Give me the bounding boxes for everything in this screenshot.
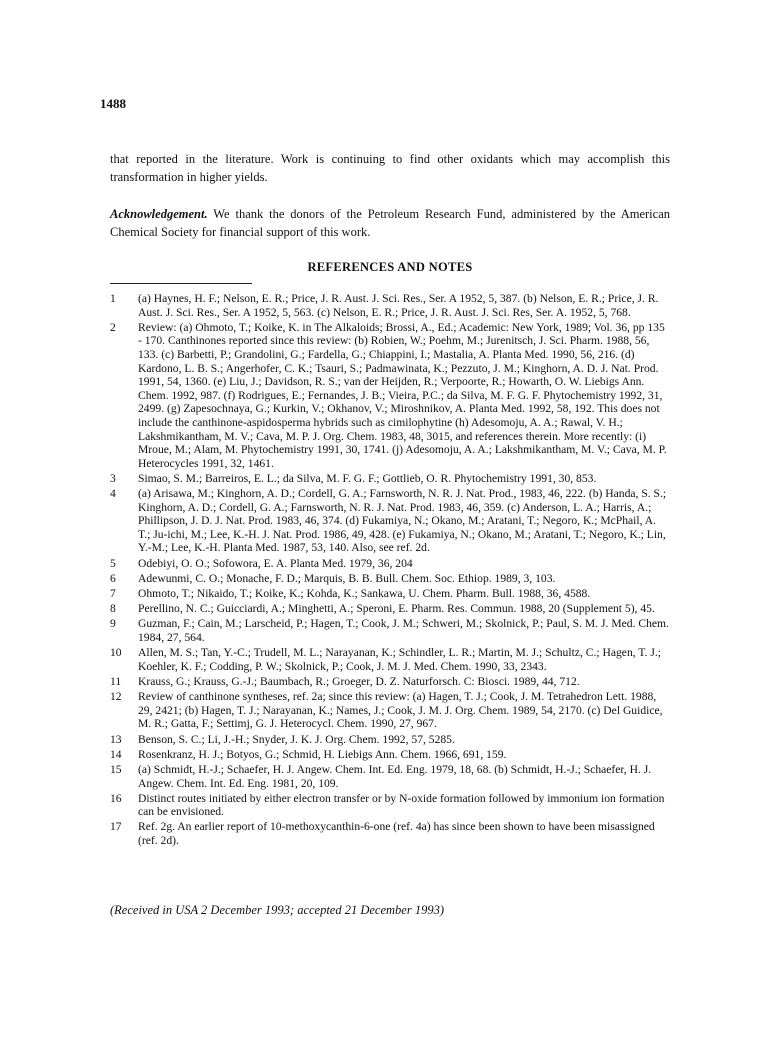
reference-number: 8: [110, 602, 116, 616]
reference-text: Ohmoto, T.; Nikaido, T.; Koike, K.; Kohda, K.; Sankawa, U. Chem. Pharm. Bull. 1988, 36, 4588.: [138, 587, 591, 601]
reference-text: Review: (a) Ohmoto, T.; Koike, K. in The Alkaloids; Brossi, A., Ed.; Academic: New York, 1989; Vol. 36, pp 135 - 170. Canthinones reported since this review: (b) Robien, W.; Poehm, M.; Jurenitsch, J. Sci. Pharm. 1988, 56, 133. (c) Barbetti, P.; Grandolini, G.; Fardella, G.; Chiappini, I.; Mastalia, A. Planta Med. 1990, 56, 216. (d) Kardono, L. B. S.; Angerhofer, C. K.; Tsauri, S.; Padmawinata, K.; Pezzuto, J. M.; Kinghorn, A. D. J. Nat. Prod. 1991, 54, 1360. (e) Liu, J.; Davidson, R. S.; van der Heijden, R.; Verpoorte, R.; Howarth, O. W. Liebigs Ann. Chem. 1992, 987. (f) Rodrigues, E.; Fernandes, J. B.; Vieira, P.C.; da Silva, M. F. G. F. Phytochemistry 1992, 31, 2499. (g) Zapesochnaya, G.; Kurkin, V.; Okhanov, V.; Miroshnikov, A. Planta Med. 1992, 58, 192. This does not include the canthinone-aspidosperma hybrids such as cimilophytine (h) Adesomoju, A. A.; Rawal, V. H.; Lakshmikantham, M. V.; Cava, M. P. J. Org. Chem. 1983, 48, 3015, and references therein. More recently: (i) Mroue, M.; Alam, M. Phytochemistry 1991, 30, 1741. (j) Adesomoju, A. A.; Lakshmikantham, M. V.; Cava, M. P. Heterocycles 1991, 32, 1461.: [138, 320, 667, 470]
received-date: (Received in USA 2 December 1993; accepted 21 December 1993): [110, 903, 445, 917]
reference-number: 1: [110, 292, 116, 305]
reference-text: Perellino, N. C.; Guicciardi, A.; Minghetti, A.; Speroni, E. Pharm. Res. Commun. 1988, 20 (Supplement 5), 45.: [138, 602, 655, 616]
reference-text: Review of canthinone syntheses, ref. 2a; since this review: (a) Hagen, T. J.; Cook, J. M. Tetrahedron Lett. 1988, 29, 2421; (b) Hagen, T. J.; Narayanan, K.; Names, J.; Cook, J. M. J. Org. Chem. 1989, 54, 2170. (c) Del Guidice, M. R.; Gatta, F.; Settimj, G. J. Heterocycl. Chem. 1990, 27, 967.: [138, 690, 663, 731]
acknowledgement-text: We thank the donors of the Petroleum Research Fund, administered by the American Chemical Society for financial support of this work.: [110, 207, 670, 239]
reference-text: Odebiyi, O. O.; Sofowora, E. A. Planta Med. 1979, 36, 204: [138, 556, 413, 570]
reference-text: Distinct routes initiated by either electron transfer or by N-oxide formation followed by immonium ion formation can be envisioned.: [138, 791, 665, 819]
reference-text: Ref. 2g. An earlier report of 10-methoxycanthin-6-one (ref. 4a) has since been shown to have been misassigned (ref. 2d).: [138, 820, 655, 848]
reference-number: 12: [110, 690, 122, 704]
section-divider: [110, 283, 252, 284]
reference-number: 10: [110, 646, 122, 660]
reference-text: Allen, M. S.; Tan, Y.-C.; Trudell, M. L.; Narayanan, K.; Schindler, L. R.; Martin, M. J.; Schultz, C.; Hagen, T. J.; Koehler, K. F.; Codding, P. W.; Skolnick, P.; Cook, J. M. J. Med. Chem. 1990, 33, 2343.: [138, 646, 661, 673]
reference-item: [110, 733, 670, 747]
reference-item: [110, 487, 670, 555]
reference-item: [110, 557, 670, 571]
body-paragraph: that reported in the literature. Work is continuing to find other oxidants which may accomplish this transformation in higher yields.: [110, 152, 670, 184]
reference-item: [110, 646, 670, 673]
reference-number: 7: [110, 587, 116, 601]
reference-item: [110, 321, 670, 471]
reference-number: 6: [110, 571, 116, 585]
reference-text: Simao, S. M.; Barreiros, E. L.; da Silva, M. F. G. F.; Gottlieb, O. R. Phytochemistry 1991, 30, 853.: [138, 471, 597, 485]
reference-item: [110, 792, 670, 819]
reference-text: Benson, S. C.; Li, J.-H.; Snyder, J. K. J. Org. Chem. 1992, 57, 5285.: [138, 732, 455, 746]
reference-number: 17: [110, 820, 122, 834]
reference-number: 11: [110, 674, 122, 688]
reference-item: [110, 292, 670, 319]
reference-text: (a) Schmidt, H.-J.; Schaefer, H. J. Angew. Chem. Int. Ed. Eng. 1979, 18, 68. (b) Schmidt, H.-J.; Schaefer, H. J. Angew. Chem. Int. Ed. Eng. 1981, 20, 109.: [138, 762, 652, 790]
reference-item: [110, 587, 670, 601]
reference-text: (a) Haynes, H. F.; Nelson, E. R.; Price, J. R. Aust. J. Sci. Res., Ser. A 1952, 5, 387. (b) Nelson, E. R.; Price, J. R. Aust. J. Sci. Res., Ser. A 1952, 5, 563. (c) Nelson, E. R.; Price, J. R. Aust. J. Sci. Res, Ser. A. 1952, 5, 768.: [138, 292, 659, 319]
reference-item: [110, 690, 670, 731]
reference-text: Rosenkranz, H. J.; Botyos, G.; Schmid, H. Liebigs Ann. Chem. 1966, 691, 159.: [138, 747, 507, 761]
reference-number: 5: [110, 556, 116, 570]
reference-number: 15: [110, 762, 122, 776]
reference-item: [110, 617, 670, 644]
reference-text: Adewunmi, C. O.; Monache, F. D.; Marquis, B. B. Bull. Chem. Soc. Ethiop. 1989, 3, 103.: [138, 571, 556, 585]
references-list: [110, 292, 670, 849]
reference-item: [110, 572, 670, 586]
reference-text: Krauss, G.; Krauss, G.-J.; Baumbach, R.; Groeger, D. Z. Naturforsch. C: Biosci. 1989, 44, 712.: [138, 674, 580, 688]
reference-item: [110, 748, 670, 762]
reference-text: Guzman, F.; Cain, M.; Larscheid, P.; Hagen, T.; Cook, J. M.; Schweri, M.; Skolnick, P.; Paul, S. M. J. Med. Chem. 1984, 27, 564.: [138, 617, 669, 644]
references-heading: REFERENCES AND NOTES: [307, 260, 473, 274]
reference-text: (a) Arisawa, M.; Kinghorn, A. D.; Cordell, G. A.; Farnsworth, N. R. J. Nat. Prod., 1983, 46, 222. (b) Handa, S. S.; Kinghorn, A. D.; Cordell, G. A.; Farnsworth, N. R. J. Nat. Prod. 1983, 46, 359. (c) Anderson, L. A.; Harris, A.; Phillipson, J. D. J. Nat. Prod. 1983, 46, 374. (d) Fukamiya, N.; Okano, M.; Aratani, T.; Negoro, K.; McPhail, A. T.; Ju-ichi, M.; Lee, K.-H. J. Nat. Prod. 1986, 49, 428. (e) Fukamiya, N.; Okano, M.; Aratani, T.; Negoro, K.; Lin, Y.-M.; Lee, K.-H. Planta Med. 1987, 53, 140. Also, see ref. 2d.: [138, 487, 667, 555]
reference-number: 14: [110, 747, 122, 761]
reference-item: [110, 472, 670, 486]
reference-number: 9: [110, 617, 116, 631]
reference-item: [110, 675, 670, 689]
reference-item: [110, 820, 670, 847]
reference-number: 16: [110, 791, 122, 805]
reference-number: 13: [110, 732, 122, 746]
reference-number: 2: [110, 320, 116, 334]
reference-number: 4: [110, 487, 116, 501]
acknowledgement-label: Acknowledgement.: [110, 207, 208, 221]
reference-number: 3: [110, 471, 116, 485]
acknowledgement-paragraph: [110, 205, 670, 241]
page-number: 1488: [100, 96, 126, 111]
reference-item: [110, 602, 670, 616]
reference-item: [110, 763, 670, 790]
